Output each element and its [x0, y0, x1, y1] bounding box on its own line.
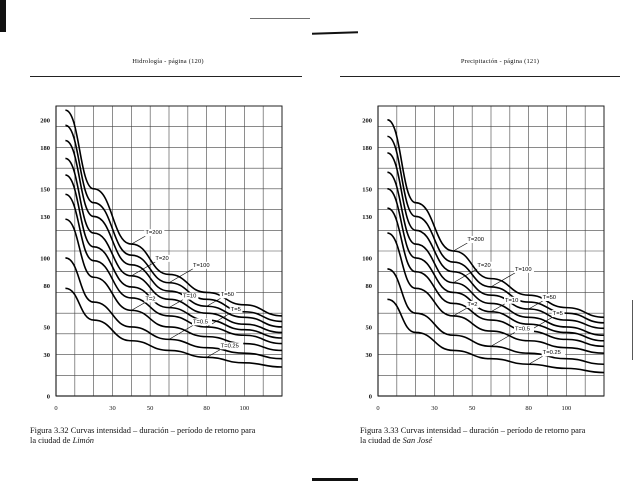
- right-x-tick-label: 0: [376, 405, 380, 412]
- right-caption-line2: [360, 436, 610, 446]
- right-series-label: T=200: [467, 237, 484, 243]
- left-label-leader: [131, 302, 145, 310]
- right-caption-prefix: la ciudad de: [360, 436, 403, 445]
- left-series-label: T=2: [145, 296, 156, 303]
- right-series-label: T=0.5: [515, 326, 530, 333]
- left-caption-city: Limón: [72, 436, 94, 445]
- left-idf-chart: [22, 98, 292, 428]
- left-caption-line2: [30, 436, 280, 446]
- left-series-label: T=100: [193, 262, 210, 269]
- right-x-tick-label: 50: [468, 405, 476, 412]
- left-label-leader: [131, 236, 145, 244]
- left-y-tick-label: 30: [43, 352, 50, 360]
- right-series-label: T=2: [467, 301, 478, 308]
- right-series-label: T=0.25: [542, 350, 561, 357]
- right-caption-city: San José: [402, 436, 433, 445]
- scan-edge-top-left: [0, 0, 6, 32]
- right-y-tick-label: 0: [368, 393, 372, 401]
- right-y-tick-label: 180: [362, 144, 372, 152]
- left-y-tick-label: 130: [40, 213, 50, 221]
- left-caption-prefix: la ciudad de: [30, 436, 73, 445]
- right-label-leader: [453, 243, 467, 251]
- left-y-tick-label: 100: [40, 255, 50, 263]
- scan-line-top: [250, 18, 310, 19]
- right-label-leader: [491, 332, 515, 346]
- left-x-tick-label: 0: [54, 405, 58, 412]
- right-curve-t50: [387, 153, 604, 328]
- scan-line-bottom: [312, 478, 358, 481]
- right-curve-t20: [387, 172, 604, 335]
- left-label-leader: [131, 262, 155, 276]
- right-curve-t05: [387, 266, 604, 364]
- left-curve-t20: [65, 158, 282, 332]
- right-label-leader: [529, 356, 543, 364]
- right-series-label: T=10: [505, 297, 519, 304]
- right-series-label: T=50: [542, 295, 557, 301]
- left-series-label: T=200: [145, 230, 162, 237]
- right-y-tick-label: 200: [362, 117, 372, 125]
- right-x-tick-label: 30: [431, 405, 438, 412]
- right-curve-t5: [387, 208, 604, 346]
- left-series-label: T=50: [220, 292, 235, 299]
- left-series-label: T=10: [183, 293, 197, 300]
- page-edge-right: [632, 300, 633, 360]
- left-label-leader: [207, 349, 221, 357]
- left-y-tick-label: 200: [40, 117, 50, 125]
- left-header-rule: [30, 76, 302, 77]
- right-series-label: T=20: [477, 262, 491, 269]
- right-curve-t10: [387, 189, 604, 341]
- left-curve-t10: [65, 175, 282, 338]
- left-y-tick-label: 180: [40, 144, 50, 152]
- left-page-header: Hidrología - página (120): [132, 58, 204, 65]
- left-x-tick-label: 30: [109, 405, 116, 412]
- left-label-leader: [169, 269, 193, 283]
- right-y-tick-label: 30: [365, 352, 372, 360]
- right-figure-caption: [360, 426, 610, 446]
- left-series-label: T=5: [230, 306, 241, 313]
- right-series-label: T=5: [552, 311, 563, 318]
- left-y-tick-label: 50: [43, 324, 50, 332]
- left-chart-svg: [22, 98, 292, 428]
- left-caption-line1: Figura 3.32 Curvas intensidad – duración – período de retorno para: [30, 426, 256, 435]
- right-x-tick-label: 80: [525, 405, 532, 412]
- right-x-tick-label: 100: [561, 405, 572, 412]
- left-x-tick-label: 80: [203, 405, 210, 412]
- scan-line-top-right: [312, 31, 358, 35]
- left-y-tick-label: 0: [46, 393, 50, 401]
- right-curve-t025: [387, 299, 604, 372]
- right-series-label: T=100: [515, 266, 532, 273]
- right-y-tick-label: 80: [365, 283, 372, 291]
- right-y-tick-label: 50: [365, 324, 372, 332]
- left-x-tick-label: 100: [239, 405, 250, 412]
- left-series-label: T=0.5: [193, 319, 208, 326]
- left-series-label: T=20: [155, 255, 169, 262]
- left-x-tick-label: 50: [146, 405, 154, 412]
- left-series-label: T=0.25: [220, 343, 239, 350]
- right-label-leader: [453, 308, 467, 316]
- right-idf-chart: [344, 98, 614, 428]
- right-label-leader: [491, 273, 515, 287]
- left-curve-t200: [65, 110, 282, 316]
- right-chart-svg: [344, 98, 614, 428]
- right-header-rule: [340, 76, 620, 77]
- right-y-tick-label: 150: [362, 186, 372, 194]
- right-y-tick-label: 100: [362, 255, 372, 263]
- left-y-tick-label: 150: [40, 186, 50, 194]
- left-figure-caption: [30, 426, 280, 446]
- right-caption-line1: Figura 3.33 Curvas intensidad – duración – período de retorno para: [360, 426, 586, 435]
- left-y-tick-label: 80: [43, 283, 50, 291]
- right-page-header: Precipitación - página (121): [460, 58, 540, 65]
- right-y-tick-label: 130: [362, 213, 372, 221]
